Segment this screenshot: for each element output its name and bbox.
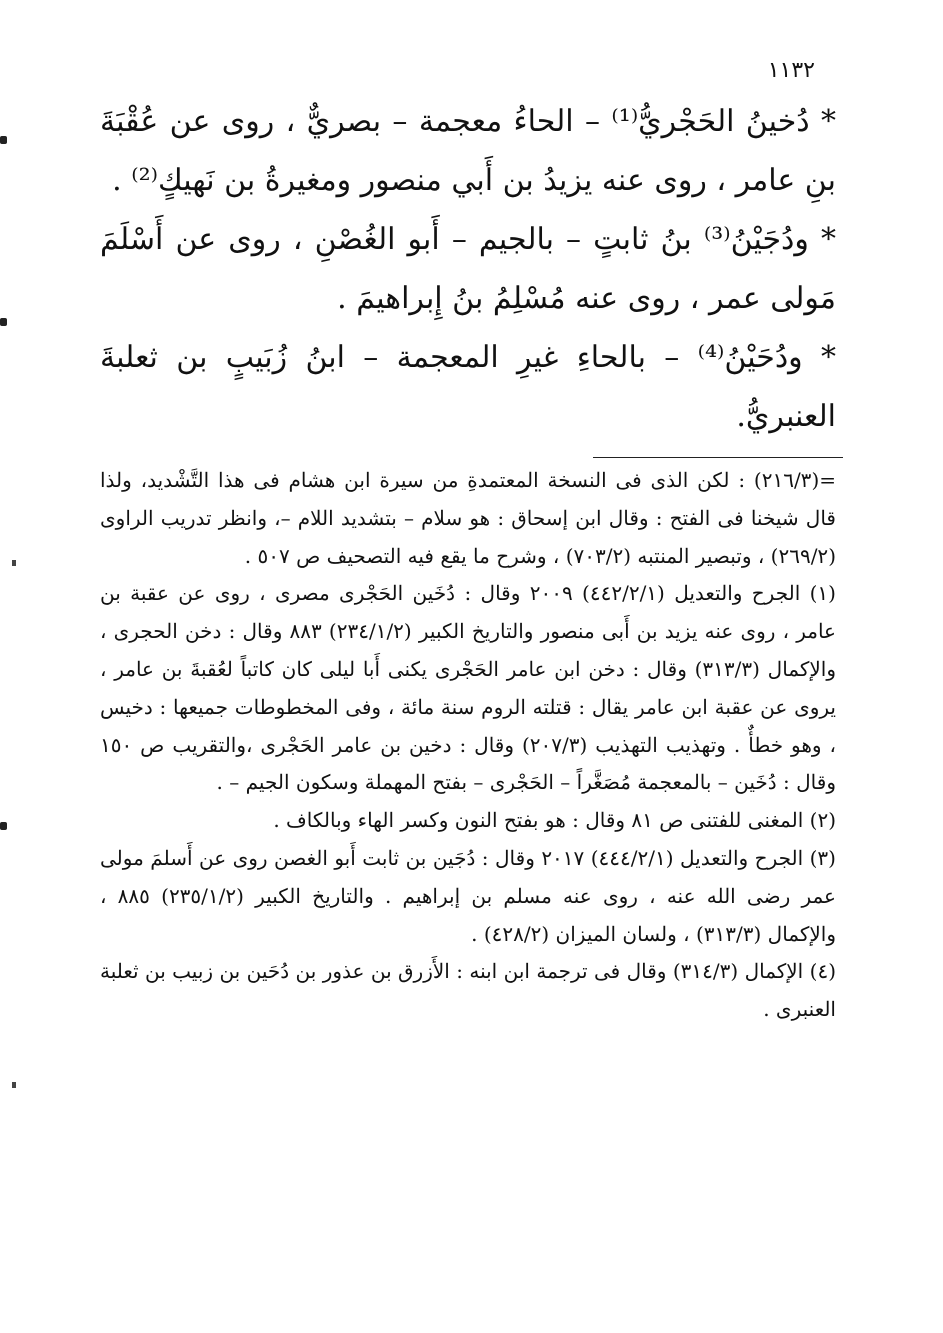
main-entries bbox=[100, 92, 836, 446]
footnote-3: (٣) الجرح والتعديل (٤٤٤/٢/١) ٢٠١٧ وقال : دُجَين بن ثابت أَبو الغصن روى عن أَسلمَ مولى عمر رضى الله عنه ، روى عنه مسلم بن إبراهيم . والتاريخ الكبير (٢٣٥/١/٢) ٨٨٥ ، والإكمال (٣١٣/٣) ، ولسان الميزان (٤٢٨/٢) . bbox=[100, 845, 836, 946]
scan-margin-mark bbox=[0, 318, 7, 326]
scan-margin-mark bbox=[0, 822, 7, 830]
entry-duhain: * ودُحَيْنُ⁽⁴⁾ – بالحاءِ غيرِ المعجمة – ابنُ زُبَيبٍ بن ثعلبةَ العنبريُّ. bbox=[100, 340, 837, 434]
footnote-separator bbox=[593, 457, 843, 458]
footnote-continuation: =(٢١٦/٣) : لكن الذى فى النسخة المعتمدةِ من سيرة ابن هشام فى هذا التَّشْديد، ولذا قال شيخنا فى الفتح : وقال ابن إسحاق : هو سلام – بتشديد اللام –، وانظر تدريب الراوى (٢٦٩/٢) ، وتبصير المنتبه (٧٠٣/٢) ، وشرح ما يقع فيه التصحيف ص ٥٠٧ . bbox=[100, 468, 836, 568]
footnote-1: (١) الجرح والتعديل (٤٤٢/٢/١) ٢٠٠٩ وقال : دُخَين الحَجْرى مصرى ، روى عن عقبة بن عامر ، روى عنه يزيد بن أَبى منصور والتاريخ الكبير (٢٣٤/١/٢) ٨٨٣ وقال : دخن الحجرى ، والإكمال (٣١٣/٣) وقال : دخن ابن عامر الحَجْرى يكنى أَبا ليلى كان كاتباً لعُقبةَ بن عامر ، يروى عن عقبة ابن عامر يقال : قتلته الروم سنة مائة ، وفى المخطوطات جميعها : دخيس ، وهو خطأٌ . وتهذيب التهذيب (٢٠٧/٣) وقال : دخين بن عامر الحَجْرى ،والتقريب ص ١٥٠ وقال : دُخَين – بالمعجمة مُصَغَّراً – الحَجْرى – بفتح المهملة وسكون الجيم – . bbox=[100, 581, 836, 795]
footnote-2: (٢) المغنى للفتنى ص ٨١ وقال : هو بفتح النون وكسر الهاء وبالكاف . bbox=[273, 808, 836, 833]
entry-dujain: * ودُجَيْنُ⁽³⁾ بنُ ثابتٍ – بالجيم – أَبو الغُصْنِ ، روى عن أَسْلَمَ مَولى عمر ، روى عنه مُسْلِمُ بنُ إِبراهيمَ . bbox=[100, 222, 837, 316]
scan-dot bbox=[12, 1082, 16, 1088]
page-number: ١١٣٢ bbox=[767, 58, 815, 83]
entry-dukhain: * دُخينُ الحَجْريُّ⁽¹⁾ – الحاءُ معجمة – بصريٌّ ، روى عن عُقْبَةَ بنِ عامر ، روى عنه يزيدُ بن أَبي منصور ومغيرةُ بن نَهيكٍ⁽²⁾ . bbox=[100, 104, 836, 198]
footnote-4: (٤) الإكمال (٣١٤/٣) وقال فى ترجمة ابن ابنه : الأَزرق بن عذور بن دُحَين بن زبيب بن ثعلبة العنبرى . bbox=[100, 959, 836, 1022]
scan-margin-mark bbox=[0, 136, 7, 144]
scan-dot bbox=[12, 560, 16, 566]
footnotes bbox=[100, 462, 836, 1029]
